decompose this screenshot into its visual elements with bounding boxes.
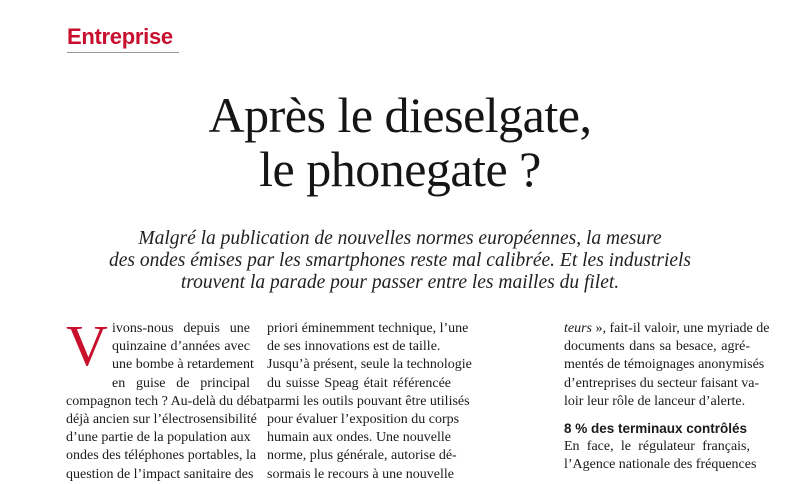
standfirst-line-3: trouvent la parade pour passer entre les mailles du filet. bbox=[180, 272, 620, 293]
headline-line-1: Après le dieselgate, bbox=[208, 87, 592, 143]
body-line-text: », fait-il valoir, une myriade de bbox=[592, 321, 770, 336]
body-column-3 bbox=[564, 320, 770, 475]
body-line: d’une partie de la population aux bbox=[66, 430, 251, 446]
body-line: pour évaluer l’exposition du corps bbox=[267, 411, 460, 427]
body-line: question de l’impact sanitaire des bbox=[66, 466, 254, 482]
section-rule bbox=[67, 52, 179, 53]
standfirst-line-1: Malgré la publication de nouvelles normes européennes, la mesure bbox=[138, 228, 662, 249]
body-line: mentés de témoignages anonymisés bbox=[564, 357, 765, 373]
body-line: Jusqu’à présent, seule la technologie bbox=[267, 357, 472, 373]
standfirst bbox=[60, 228, 740, 294]
body-line: parmi les outils pouvant être utilisés bbox=[267, 393, 470, 409]
body-line: ivons-nous depuis une bbox=[112, 321, 250, 336]
body-line: une bombe à retardement bbox=[112, 357, 254, 373]
standfirst-line-2: des ondes émises par les smartphones reste mal calibrée. Et les industriels bbox=[108, 250, 692, 271]
body-line: du suisse Speag était référencée bbox=[267, 375, 451, 391]
headline bbox=[0, 88, 800, 196]
body-line: ondes des téléphones portables, la bbox=[66, 448, 257, 464]
body-line: l’Agence nationale des fréquences bbox=[564, 457, 757, 473]
body-line: En face, le régulateur français, bbox=[564, 439, 750, 455]
body-line: compagnon tech ? Au-delà du débat bbox=[66, 393, 267, 409]
body-line: de ses innovations est de taille. bbox=[267, 339, 441, 355]
drop-cap: V bbox=[66, 313, 108, 378]
body-line: déjà ancien sur l’électrosensibilité bbox=[66, 411, 257, 427]
body-line: humain aux ondes. Une nouvelle bbox=[267, 430, 451, 446]
body-line: en guise de principal bbox=[112, 375, 250, 391]
body-line: sormais le recours à une nouvelle bbox=[267, 466, 454, 482]
body-line: documents dans sa besace, agré- bbox=[564, 339, 750, 355]
body-line: priori éminemment technique, l’une bbox=[267, 321, 469, 336]
body-line: loir leur rôle de lanceur d’alerte. bbox=[564, 393, 746, 409]
italic-word: teurs bbox=[564, 321, 592, 336]
body-line bbox=[564, 320, 770, 338]
body-column-2 bbox=[267, 320, 472, 484]
headline-line-2: le phonegate ? bbox=[259, 141, 541, 197]
subhead: 8 % des terminaux contrôlés bbox=[564, 420, 748, 436]
body-line: d’entreprises du secteur faisant va- bbox=[564, 375, 760, 391]
body-line: norme, plus générale, autorise dé- bbox=[267, 448, 457, 464]
body-column-1 bbox=[66, 313, 267, 484]
body-line: quinzaine d’années avec bbox=[112, 339, 250, 355]
section-label: Entreprise bbox=[67, 24, 173, 49]
